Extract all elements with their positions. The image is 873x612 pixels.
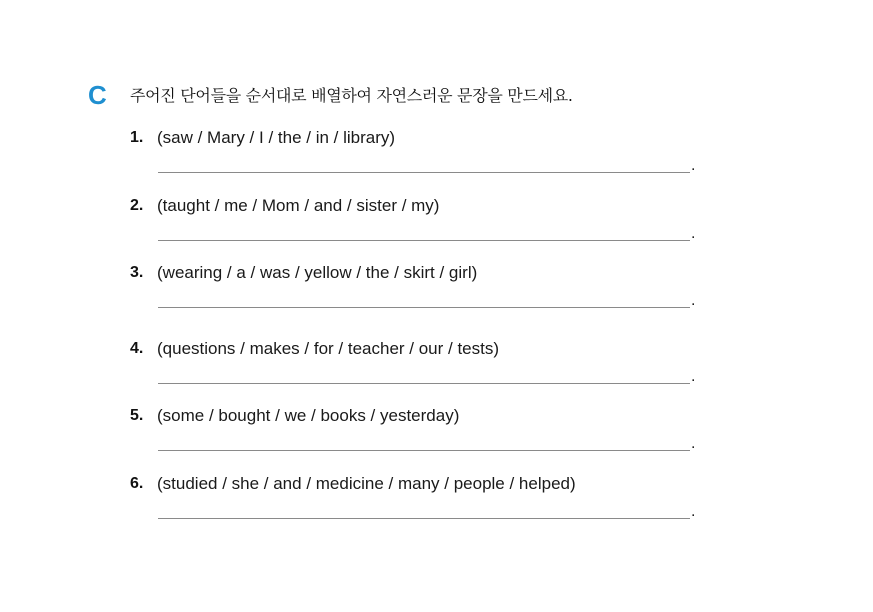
word-prompt: (studied / she / and / medicine / many / people / helped) — [157, 474, 576, 493]
item-number: 2. — [130, 197, 144, 214]
item-number: 4. — [130, 340, 144, 357]
word-prompt: (taught / me / Mom / and / sister / my) — [157, 196, 440, 215]
answer-blank[interactable] — [158, 383, 690, 384]
word-prompt: (saw / Mary / I / the / in / library) — [157, 128, 396, 147]
item-number: 3. — [130, 264, 144, 281]
answer-period: . — [691, 292, 696, 309]
item-number: 1. — [130, 129, 144, 146]
word-prompt: (some / bought / we / books / yesterday) — [157, 406, 460, 425]
item-number: 5. — [130, 407, 144, 424]
answer-period: . — [691, 225, 696, 242]
exercise-item-5 — [130, 406, 710, 462]
item-number: 6. — [130, 475, 144, 492]
exercise-item-4 — [130, 339, 710, 395]
exercise-item-1 — [130, 128, 710, 184]
answer-blank[interactable] — [158, 240, 690, 241]
word-prompt: (wearing / a / was / yellow / the / skirt / girl) — [157, 263, 478, 282]
exercise-item-2 — [130, 196, 710, 252]
answer-period: . — [691, 368, 696, 385]
word-prompt: (questions / makes / for / teacher / our / tests) — [157, 339, 500, 358]
answer-period: . — [691, 503, 696, 520]
answer-blank[interactable] — [158, 307, 690, 308]
exercise-item-3 — [130, 263, 710, 319]
answer-blank[interactable] — [158, 172, 690, 173]
answer-blank[interactable] — [158, 518, 690, 519]
section-instruction: 주어진 단어들을 순서대로 배열하여 자연스러운 문장을 만드세요. — [130, 86, 573, 105]
exercise-item-6 — [130, 474, 710, 530]
section-letter: C — [88, 80, 107, 110]
answer-blank[interactable] — [158, 450, 690, 451]
answer-period: . — [691, 157, 696, 174]
answer-period: . — [691, 435, 696, 452]
